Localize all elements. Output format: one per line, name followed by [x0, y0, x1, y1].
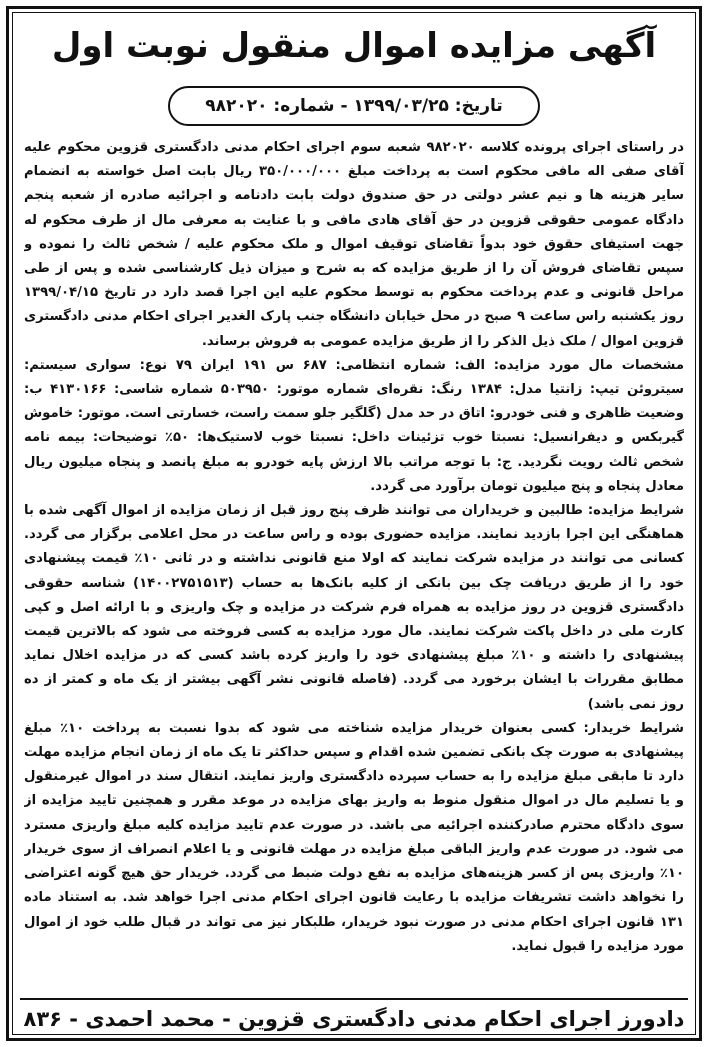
paragraph-text: کسی بعنوان خریدار مزایده شناخته می شود که بدوا نسبت به پرداخت ۱۰٪ مبلغ پیشنهادی به صورت چک بانکی تضمین شده اقدام و سپس حداکثر تا یک ماه از زمان انجام مزایده مهلت دارد تا مابقی مبلغ مزایده را به حساب سپرده دادگستری واریز نمایند. انتقال سند در اموال غیرمنقول و یا تسلیم مال در اموال منقول منوط به واریز بهای مزایده در موعد مقرر و همچنین تایید مزایده از سوی دادگاه محترم صادرکننده اجرائیه می باشد. در صورت عدم تایید مزایده کلیه مبلغ واریزی مسترد می شود. در صورت عدم واریز الباقی مبلغ مزایده در مهلت قانونی و یا اعلام انصراف از سوی خریدار ۱۰٪ واریزی پس از کسر هزینه‌های مزایده به نفع دولت ضبط می گردد. خریدار حق هیچ گونه اعتراضی را نخواهد داشت تشریفات مزایده با رعایت قانون اجرای احکام مدنی اجرا خواهد شد. به استناد ماده ۱۳۱ قانون اجرای احکام مدنی در صورت نبود خریدار، طلبکار نیز می تواند در قبال طلب خود از اموال مورد مزایده را قبول نماید.	[24, 720, 684, 954]
paragraph-buyer-conditions	[24, 717, 684, 959]
paragraph-property-specs	[24, 354, 684, 499]
date-number-badge: تاریخ: ۱۳۹۹/۰۳/۲۵ - شماره: ۹۸۲۰۲۰	[168, 86, 540, 126]
notice-body	[24, 136, 684, 994]
paragraph-text: در راستای اجرای پرونده کلاسه ۹۸۲۰۲۰ شعبه سوم اجرای احکام مدنی دادگستری قزوین محکوم علیه آقای صفی اله مافی محکوم است به پرداخت مبلغ ۳۵۰/۰۰۰/۰۰۰ ریال بابت اصل خواسته به انضمام سایر هزینه ها و نیم عشر دولتی در حق صندوق دولت بابت دادنامه و اجرائیه صادره از شعبه پنجم دادگاه عمومی حقوقی قزوین در حق آقای هادی مافی و با عنایت به معرفی مال از طرف محکوم له جهت استیفای حقوق خود بدواً تقاضای توقیف اموال و ملک محکوم علیه / شخص ثالث را نموده و سپس تقاضای فروش آن را از طریق مزایده که به شرح و میزان ذیل کارشناسی شده و پس از طی مراحل قانونی و عدم پرداخت محکوم به توسط محکوم علیه این اجرا قصد دارد در تاریخ ۱۳۹۹/۰۴/۱۵ روز یکشنبه راس ساعت ۹ صبح در محل خیابان دانشگاه جنب پارک الغدیر اجرای احکام مدنی دادگستری قزوین اموال / ملک ذیل الذکر را از طریق مزایده عمومی به فروش برساند.	[24, 140, 684, 349]
paragraph-intro	[24, 136, 684, 354]
paragraph-lead: مشخصات مال مورد مزایده:	[493, 357, 684, 373]
paragraph-lead: شرایط خریدار:	[583, 720, 684, 736]
notice-signature: دادورز اجرای احکام مدنی دادگستری قزوین - محمد احمدی - ۸۳۶	[23, 1007, 685, 1031]
paragraph-text: طالبین و خریداران می توانند ظرف پنج روز قبل از زمان مزایده از اموال آگهی شده با هماهنگی این اجرا بازدید نمایند. مزایده حضوری بوده و راس ساعت در محل اعلامی برگزار می گردد. کسانی می توانند در مزایده شرکت نمایند که اولا منع قانونی نداشته و در ثانی ۱۰٪ قیمت پیشنهادی خود را از طریق دریافت چک بین بانکی از کلیه بانک‌ها به حساب (۱۴۰۰۲۷۵۱۵۱۳) شناسه حقوقی دادگستری قزوین در روز مزایده به همراه فرم شرکت در مزایده و چک واریزی و با ارائه اصل و کپی کارت ملی در داخل پاکت شرکت نمایند. مال مورد مزایده به کسی فروخته می شود که بالاترین قیمت پیشنهادی را داشته و ۱۰٪ مبلغ پیشنهادی خود را واریز کرده باشد کسی که در مزایده اخلال نماید مطابق مقررات با ایشان برخورد می گردد. (فاصله قانونی نشر آگهی بیشتر از یک ماه و کمتر از ده روز نمی باشد)	[24, 503, 684, 712]
paragraph-text: الف: شماره انتظامی: ۶۸۷ س ۱۹۱ ایران ۷۹ نوع: سواری سیستم: سیتروئن تیپ: زانتیا مدل: ۱۳۸۴ رنگ: نقره‌ای شماره موتور: ۵۰۳۹۵۰ شماره شاسی: ۴۱۳۰۱۶۶ ب: وضعیت ظاهری و فنی خودرو: اتاق در حد مدل (گلگیر جلو سمت راست، خسارتی است. موتور: خاموش گیربکس و دیفرانسیل: نسبتا خوب تزئینات داخل: نسبتا خوب لاستیک‌ها: ۵۰٪ توضیحات: بیمه نامه شخص ثالث رویت نگردید. ج: با توجه مراتب بالا ارزش پایه خودرو به مبلغ پانصد و پنجاه میلیون ریال معادل پنجاه و پنج میلیون تومان برآورد می گردد.	[24, 357, 684, 494]
paragraph-auction-conditions	[24, 499, 684, 717]
footer-divider	[20, 998, 688, 1000]
paragraph-lead: شرایط مزایده:	[587, 503, 684, 519]
notice-title: آگهی مزایده اموال منقول نوبت اول	[51, 26, 657, 66]
